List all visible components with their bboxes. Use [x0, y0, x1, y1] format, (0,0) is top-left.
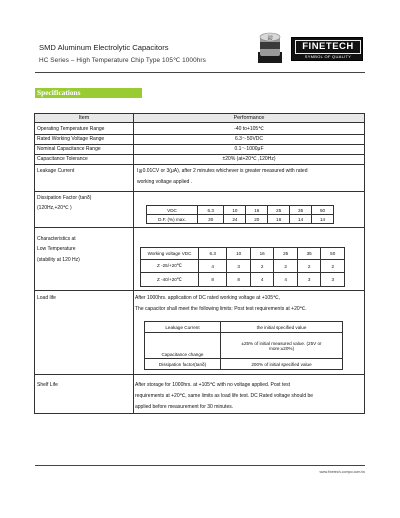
- header-divider: [35, 72, 365, 73]
- df-cell: 24: [224, 215, 246, 224]
- leakage-current-header: Leakage Current: [145, 322, 221, 333]
- table-row: [141, 259, 345, 273]
- item-capacitance-range: Nominal Capacitance Range: [37, 146, 101, 152]
- df-cell: 14: [312, 215, 334, 224]
- z40-cell: 8: [227, 273, 251, 287]
- z40-cell: 4: [250, 273, 274, 287]
- df-cell: 30: [198, 215, 224, 224]
- z40-cell: 8: [199, 273, 227, 287]
- leakage-current-limit: the initial specified value: [221, 322, 343, 333]
- load-life-limits-table: [144, 321, 343, 370]
- table-row: [145, 333, 343, 359]
- working-voltage-label: Working voltage VDC: [141, 248, 199, 260]
- row-divider: [35, 290, 364, 291]
- wv-cell: 6.3: [199, 248, 227, 260]
- item-dissipation-factor: Dissipation Factor (tanδ): [37, 195, 92, 201]
- z40-label: Z -40/+20℃: [141, 273, 199, 287]
- capacitance-change-line1: ±25% of initial measured value. (25V or: [241, 340, 322, 346]
- vdc-cell: 25: [268, 206, 290, 215]
- logo-name: FINETECH: [295, 40, 361, 54]
- vdc-cell: 10: [224, 206, 246, 215]
- df-label: D.F. (%) max.: [147, 215, 198, 224]
- table-row: [145, 359, 343, 370]
- header-performance: Performance: [233, 115, 265, 121]
- item-shelf-life: Shelf Life: [37, 382, 58, 388]
- item-low-temp-line1: Characteristics at: [37, 236, 76, 242]
- z40-cell: 3: [321, 273, 345, 287]
- z25-cell: 2: [297, 259, 321, 273]
- finetech-logo: [291, 37, 363, 61]
- wv-cell: 16: [250, 248, 274, 260]
- capacitance-change-label: Capacitance change: [145, 333, 221, 359]
- value-tolerance: ±20% (at+20℃ ,120Hz): [222, 156, 276, 162]
- capacitor-icon: [257, 31, 283, 64]
- table-row: [147, 215, 334, 224]
- wv-cell: 25: [274, 248, 298, 260]
- dissipation-limit-label: Dissipation factor(tanδ): [145, 359, 221, 370]
- z40-cell: 4: [274, 273, 298, 287]
- footer-url: www.finetech-compo.com.tw: [319, 470, 365, 474]
- shelf-life-text-line3: applied before measurement for 30 minutes.: [135, 404, 234, 410]
- capacitance-change-line2: more:±20%): [269, 345, 294, 351]
- dissipation-limit-value: 200% of initial specified value: [221, 359, 343, 370]
- df-cell: 14: [290, 215, 312, 224]
- table-row: [141, 248, 345, 260]
- table-row: [147, 206, 334, 215]
- series-subtitle: HC Series – High Temperature Chip Type 105℃ 1000hrs: [39, 57, 206, 64]
- leakage-current-text-line1: I≦0.01CV or 3(μA), after 2 minutes whichever is greater measured with rated: [137, 168, 308, 174]
- footer-divider: [35, 465, 365, 466]
- z25-cell: 2: [250, 259, 274, 273]
- item-rated-voltage: Rated Working Voltage Range: [37, 136, 105, 142]
- wv-cell: 10: [227, 248, 251, 260]
- document-title: SMD Aluminum Electrolytic Capacitors: [39, 43, 169, 52]
- item-operating-temp: Operating Temperature Range: [37, 126, 105, 132]
- item-low-temp-line3: (stability at 120 Hz): [37, 257, 80, 263]
- low-temperature-table: [140, 247, 345, 287]
- value-capacitance-range: 0.1～1000μF: [234, 146, 264, 152]
- vdc-cell: 16: [246, 206, 268, 215]
- vdc-label: VDC: [147, 206, 198, 215]
- row-divider: [35, 227, 364, 228]
- cap-marking-voltage: 25V: [267, 38, 273, 42]
- load-life-text-line1: After 1000hrs. application of DC rated working voltage at +105℃,: [135, 295, 281, 301]
- z25-cell: 4: [199, 259, 227, 273]
- section-title: Specifications: [35, 88, 142, 98]
- load-life-text-line2: The capacitor shall meet the following limits: Post test requirements at +20℃.: [135, 306, 307, 312]
- item-load-life: Load life: [37, 295, 56, 301]
- logo-tagline: SYMBOL OF QUALITY: [304, 54, 352, 59]
- item-tolerance: Capacitance Tolerance: [37, 156, 88, 162]
- df-cell: 16: [268, 215, 290, 224]
- cap-marking-value: 100: [267, 34, 273, 39]
- table-row: [141, 273, 345, 287]
- table-row: [145, 322, 343, 333]
- capacitance-change-limit: [221, 333, 343, 359]
- vdc-cell: 35: [290, 206, 312, 215]
- row-divider: [35, 191, 364, 192]
- vdc-cell: 6.3: [198, 206, 224, 215]
- dissipation-factor-table: [146, 205, 334, 224]
- wv-cell: 35: [297, 248, 321, 260]
- item-low-temp-line2: Low Temperature: [37, 246, 76, 252]
- vdc-cell: 50: [312, 206, 334, 215]
- dissipation-factor-condition: (120Hz,+20℃ ): [37, 205, 72, 211]
- shelf-life-text-line1: After storage for 1000hrs. at +105℃ with no voltage applied. Post test: [135, 382, 291, 388]
- df-cell: 20: [246, 215, 268, 224]
- item-leakage-current: Leakage Current: [37, 168, 75, 174]
- specifications-table: [34, 113, 365, 414]
- wv-cell: 50: [321, 248, 345, 260]
- value-operating-temp: -40 to+105℃: [234, 126, 264, 132]
- z25-cell: 2: [274, 259, 298, 273]
- shelf-life-text-line2: requirements at +20℃, same limits as load life test. DC Rated voltage should be: [135, 393, 314, 399]
- z40-cell: 3: [297, 273, 321, 287]
- z25-label: Z -25/+20℃: [141, 259, 199, 273]
- row-divider: [35, 374, 364, 375]
- z25-cell: 2: [321, 259, 345, 273]
- z25-cell: 3: [227, 259, 251, 273]
- value-rated-voltage: 6.3～50VDC: [234, 136, 264, 142]
- leakage-current-text-line2: working voltage applied .: [137, 179, 193, 185]
- header-item: Item: [78, 115, 90, 121]
